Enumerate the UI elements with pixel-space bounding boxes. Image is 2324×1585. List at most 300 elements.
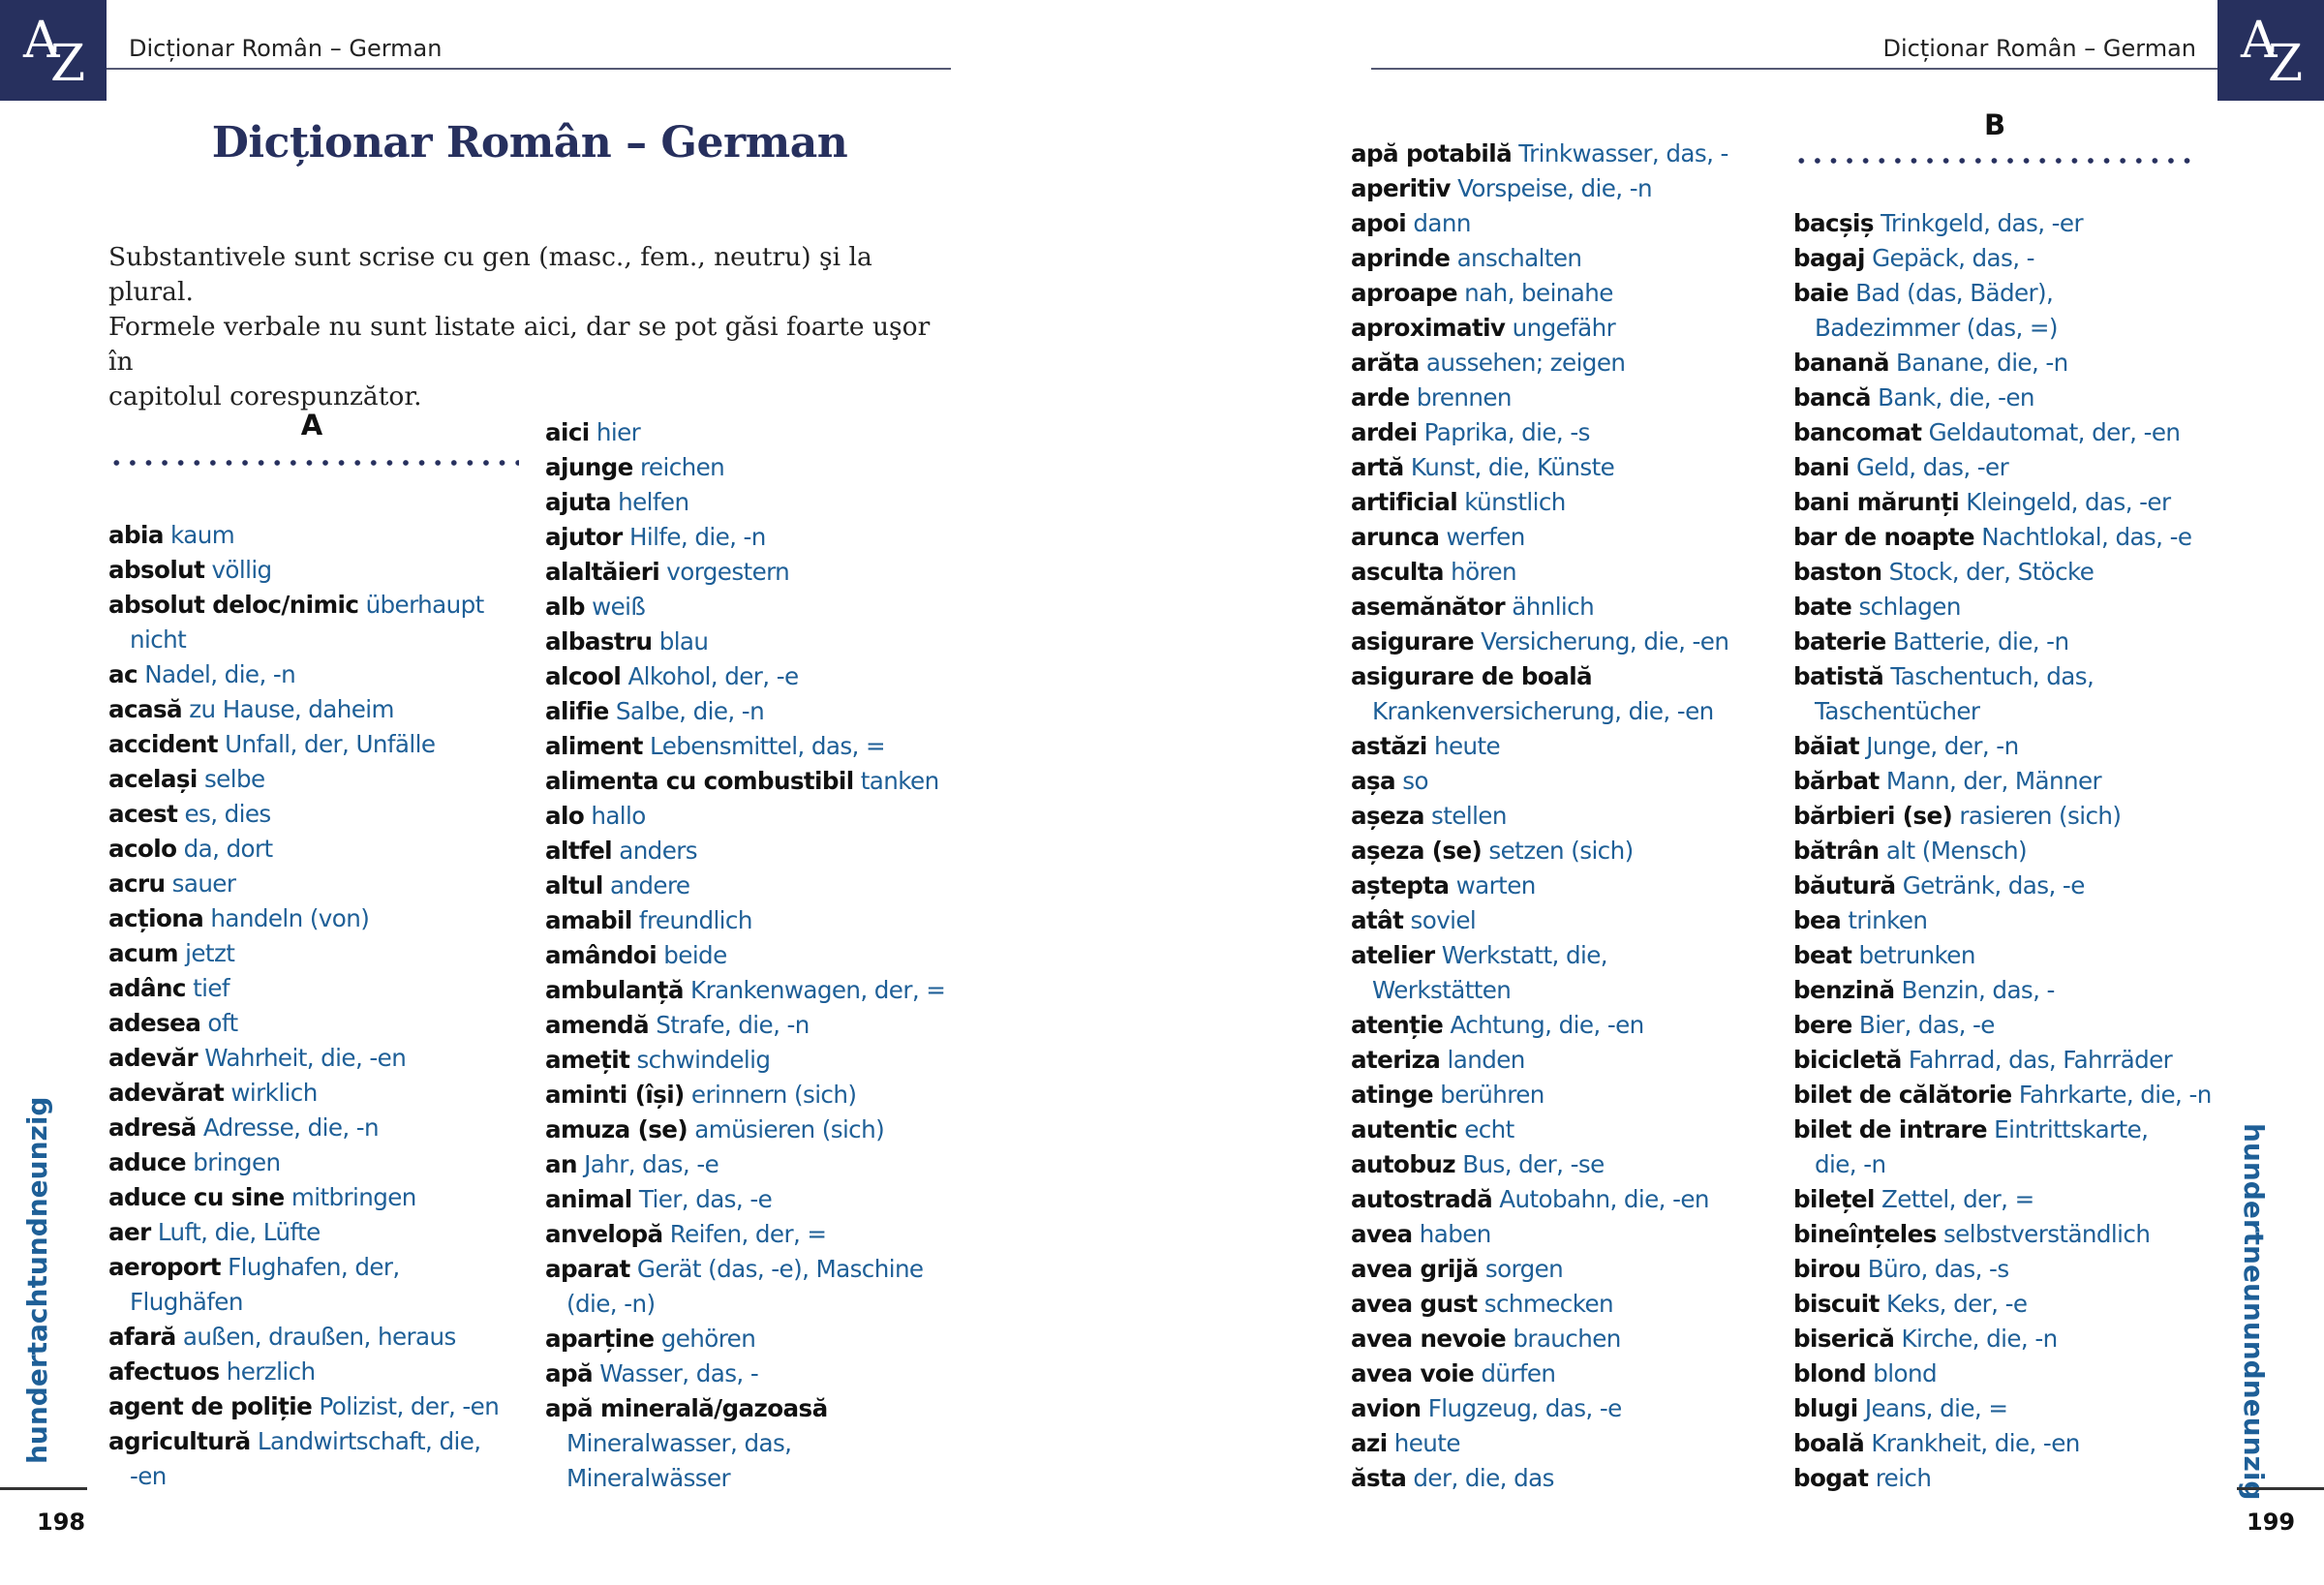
dictionary-entry bbox=[545, 973, 945, 1008]
dictionary-entry bbox=[1351, 903, 1728, 938]
dictionary-entry bbox=[1793, 625, 2212, 659]
romanian-term: alaltăieri bbox=[545, 558, 660, 586]
romanian-term: adesea bbox=[108, 1009, 201, 1037]
german-translation: Salbe, die, -n bbox=[615, 697, 765, 725]
romanian-term: ardei bbox=[1351, 418, 1418, 446]
romanian-term: așeza (se) bbox=[1351, 837, 1483, 865]
romanian-term: acolo bbox=[108, 835, 177, 863]
german-translation: nah, beinahe bbox=[1464, 279, 1613, 307]
german-translation: schlagen bbox=[1858, 593, 1961, 621]
dictionary-entry bbox=[108, 657, 499, 692]
romanian-term: anvelopă bbox=[545, 1220, 663, 1248]
dictionary-entry bbox=[545, 659, 945, 694]
dictionary-entry bbox=[1793, 1182, 2212, 1217]
dictionary-entry bbox=[1793, 834, 2212, 869]
german-translation: freundlich bbox=[638, 906, 752, 934]
dictionary-entry bbox=[108, 1041, 499, 1076]
german-translation-continued: Badezimmer (das, =) bbox=[1815, 314, 2058, 342]
german-translation: Werkstatt, die, bbox=[1441, 941, 1607, 969]
dictionary-entry bbox=[108, 1250, 499, 1285]
romanian-term: aprinde bbox=[1351, 244, 1451, 272]
romanian-term: acționa bbox=[108, 904, 204, 932]
german-translation: Tier, das, -e bbox=[638, 1185, 773, 1213]
dictionary-entry bbox=[545, 555, 945, 590]
german-translation: Batterie, die, -n bbox=[1892, 627, 2069, 655]
german-translation: Junge, der, -n bbox=[1866, 732, 2019, 760]
german-translation: Unfall, der, Unfälle bbox=[225, 730, 436, 758]
german-translation: brennen bbox=[1416, 383, 1512, 411]
logo-letter-z: Z bbox=[50, 35, 86, 93]
header-rule-right bbox=[1371, 68, 2217, 70]
german-translation: Kirche, die, -n bbox=[1901, 1325, 2058, 1353]
dictionary-entry bbox=[1351, 625, 1728, 659]
dictionary-entry bbox=[1793, 415, 2212, 450]
dictionary-entry bbox=[108, 832, 499, 867]
romanian-term: absolut bbox=[108, 556, 205, 584]
german-translation: hier bbox=[596, 418, 641, 446]
intro-line: Substantivele sunt scrise cu gen (masc., fem., neutru) şi la plural. bbox=[108, 242, 872, 307]
dictionary-entry bbox=[1351, 415, 1728, 450]
romanian-term: bineînțeles bbox=[1793, 1220, 1937, 1248]
romanian-term: bani bbox=[1793, 453, 1850, 481]
dictionary-entry bbox=[1793, 1426, 2212, 1461]
dictionary-entry bbox=[1351, 1217, 1728, 1252]
german-translation: weiß bbox=[592, 593, 646, 621]
german-translation: Keks, der, -e bbox=[1885, 1290, 2028, 1318]
romanian-term: atenție bbox=[1351, 1011, 1444, 1039]
german-translation: ungefähr bbox=[1512, 314, 1616, 342]
german-translation: Fahrrad, das, Fahrräder bbox=[1908, 1046, 2173, 1074]
german-translation: dürfen bbox=[1481, 1359, 1556, 1387]
dictionary-entry bbox=[545, 903, 945, 938]
az-logo-right bbox=[2217, 0, 2324, 101]
romanian-term: biscuit bbox=[1793, 1290, 1880, 1318]
dictionary-entry bbox=[108, 1320, 499, 1355]
german-translation: Zettel, der, = bbox=[1881, 1185, 2034, 1213]
romanian-term: băutură bbox=[1793, 871, 1896, 899]
german-translation: herzlich bbox=[226, 1357, 316, 1386]
dictionary-entry bbox=[1351, 1008, 1728, 1043]
dictionary-entry bbox=[1351, 834, 1728, 869]
german-translation: Mann, der, Männer bbox=[1885, 767, 2102, 795]
dictionary-entry bbox=[1351, 590, 1728, 625]
romanian-term: animal bbox=[545, 1185, 632, 1213]
side-rule-left bbox=[0, 1487, 87, 1490]
dictionary-entry bbox=[1793, 206, 2212, 241]
german-translation: es, dies bbox=[184, 800, 271, 828]
dictionary-entry bbox=[545, 1008, 945, 1043]
romanian-term: avea gust bbox=[1351, 1290, 1478, 1318]
german-translation: Bad (das, Bäder), bbox=[1855, 279, 2054, 307]
romanian-term: bagaj bbox=[1793, 244, 1865, 272]
dictionary-entry bbox=[1351, 1078, 1728, 1113]
dictionary-entry bbox=[1351, 799, 1728, 834]
german-translation: zu Hause, daheim bbox=[189, 695, 394, 723]
running-head-left: Dicționar Român – German bbox=[129, 35, 443, 62]
dictionary-entry bbox=[108, 1006, 499, 1041]
dictionary-entry bbox=[1351, 1356, 1728, 1391]
german-translation: landen bbox=[1447, 1046, 1525, 1074]
dictionary-entry bbox=[108, 1076, 499, 1111]
romanian-term: ambulanță bbox=[545, 976, 684, 1004]
german-translation: Jeans, die, = bbox=[1864, 1394, 2008, 1422]
dictionary-entry bbox=[1793, 485, 2212, 520]
romanian-term: albastru bbox=[545, 627, 653, 655]
dictionary-entry bbox=[1793, 381, 2212, 415]
romanian-term: acasă bbox=[108, 695, 183, 723]
romanian-term: băiat bbox=[1793, 732, 1859, 760]
romanian-term: apă potabilă bbox=[1351, 139, 1513, 168]
dictionary-entry bbox=[1351, 381, 1728, 415]
german-translation: echt bbox=[1464, 1115, 1514, 1143]
dictionary-entry bbox=[545, 485, 945, 520]
romanian-term: aperitiv bbox=[1351, 174, 1451, 202]
romanian-term: aminti (își) bbox=[545, 1081, 685, 1109]
romanian-term: avea voie bbox=[1351, 1359, 1475, 1387]
romanian-term: agricultură bbox=[108, 1427, 251, 1455]
side-label-left: hundertachtundneunzig bbox=[21, 1096, 53, 1464]
german-translation: reich bbox=[1875, 1464, 1932, 1492]
german-translation: Getränk, das, -e bbox=[1902, 871, 2085, 899]
page-number-right: 199 bbox=[2247, 1509, 2296, 1536]
german-translation: andere bbox=[609, 871, 690, 899]
side-rule-right bbox=[2237, 1487, 2324, 1490]
german-translation: so bbox=[1402, 767, 1428, 795]
german-translation: Krankenwagen, der, = bbox=[690, 976, 946, 1004]
dictionary-entry bbox=[1351, 1043, 1728, 1078]
dictionary-entry bbox=[1793, 1217, 2212, 1252]
dictionary-entry bbox=[1351, 137, 1728, 171]
german-translation: erinnern (sich) bbox=[690, 1081, 857, 1109]
dictionary-entry bbox=[1793, 520, 2212, 555]
page-number-left: 198 bbox=[37, 1509, 86, 1536]
romanian-term: alo bbox=[545, 802, 585, 830]
german-translation: warten bbox=[1455, 871, 1536, 899]
german-translation: Polizist, der, -en bbox=[319, 1392, 500, 1420]
romanian-term: asemănător bbox=[1351, 593, 1506, 621]
romanian-term: adânc bbox=[108, 974, 186, 1002]
german-translation: Flugzeug, das, -e bbox=[1427, 1394, 1622, 1422]
dictionary-entry bbox=[1793, 276, 2212, 311]
dictionary-entry bbox=[1351, 1391, 1728, 1426]
german-translation: Gerät (das, -e), Maschine bbox=[636, 1255, 924, 1283]
dictionary-entry bbox=[1351, 729, 1728, 764]
romanian-term: apoi bbox=[1351, 209, 1407, 237]
dictionary-entry bbox=[1351, 869, 1728, 903]
romanian-term: bătrân bbox=[1793, 837, 1880, 865]
german-translation-continued: (die, -n) bbox=[566, 1290, 656, 1318]
dictionary-entry bbox=[545, 450, 945, 485]
dotted-divider bbox=[1793, 158, 2196, 164]
german-translation: selbstverständlich bbox=[1942, 1220, 2151, 1248]
german-translation-continued: Werkstätten bbox=[1372, 976, 1512, 1004]
german-translation: Adresse, die, -n bbox=[202, 1113, 380, 1142]
romanian-term: avion bbox=[1351, 1394, 1422, 1422]
romanian-term: acest bbox=[108, 800, 178, 828]
romanian-term: același bbox=[108, 765, 198, 793]
romanian-term: ajutor bbox=[545, 523, 623, 551]
german-translation: reichen bbox=[639, 453, 725, 481]
dictionary-entry bbox=[108, 1389, 499, 1424]
german-translation: gehören bbox=[660, 1325, 756, 1353]
german-translation: Hilfe, die, -n bbox=[628, 523, 766, 551]
romanian-term: acru bbox=[108, 869, 166, 898]
dictionary-entry bbox=[545, 799, 945, 834]
romanian-term: azi bbox=[1351, 1429, 1388, 1457]
romanian-term: asculta bbox=[1351, 558, 1444, 586]
romanian-term: amuza (se) bbox=[545, 1115, 688, 1143]
dictionary-entry bbox=[1793, 729, 2212, 764]
romanian-term: artă bbox=[1351, 453, 1404, 481]
dictionary-entry bbox=[1351, 1113, 1728, 1147]
dictionary-entry bbox=[1793, 1008, 2212, 1043]
romanian-term: ăsta bbox=[1351, 1464, 1407, 1492]
romanian-term: bilețel bbox=[1793, 1185, 1875, 1213]
german-translation: Reifen, der, = bbox=[669, 1220, 827, 1248]
romanian-term: apă bbox=[545, 1359, 593, 1387]
dictionary-entry bbox=[1793, 1461, 2212, 1496]
german-translation: amüsieren (sich) bbox=[694, 1115, 885, 1143]
side-label-right: hundertneunundneunzig bbox=[2238, 1123, 2270, 1501]
german-translation: anders bbox=[619, 837, 697, 865]
german-translation: Büro, das, -s bbox=[1867, 1255, 2009, 1283]
german-translation: Taschentuch, das, bbox=[1890, 662, 2095, 690]
romanian-term: avea bbox=[1351, 1220, 1413, 1248]
romanian-term: benzină bbox=[1793, 976, 1895, 1004]
romanian-term: banană bbox=[1793, 349, 1889, 377]
romanian-term: astăzi bbox=[1351, 732, 1427, 760]
dictionary-entry bbox=[1793, 1113, 2212, 1147]
romanian-term: aștepta bbox=[1351, 871, 1450, 899]
dictionary-entry bbox=[1793, 1322, 2212, 1356]
german-translation: Eintrittskarte, bbox=[1994, 1115, 2149, 1143]
intro-text bbox=[108, 240, 961, 414]
romanian-term: absolut deloc/nimic bbox=[108, 591, 359, 619]
german-translation-continued: -en bbox=[130, 1462, 167, 1490]
intro-line: capitolul corespunzător. bbox=[108, 381, 422, 411]
german-translation: Nadel, die, -n bbox=[144, 660, 296, 688]
german-translation: völlig bbox=[211, 556, 272, 584]
romanian-term: avea nevoie bbox=[1351, 1325, 1507, 1353]
dictionary-entry bbox=[545, 834, 945, 869]
romanian-term: autostradă bbox=[1351, 1185, 1493, 1213]
dictionary-entry bbox=[108, 727, 499, 762]
german-translation: Paprika, die, -s bbox=[1423, 418, 1590, 446]
romanian-term: bacșiș bbox=[1793, 209, 1874, 237]
romanian-term: ateriza bbox=[1351, 1046, 1441, 1074]
german-translation: brauchen bbox=[1513, 1325, 1621, 1353]
romanian-term: alimenta cu combustibil bbox=[545, 767, 854, 795]
romanian-term: adevăr bbox=[108, 1044, 199, 1072]
dictionary-entry bbox=[108, 867, 499, 901]
romanian-term: an bbox=[545, 1150, 577, 1178]
german-translation-continued: die, -n bbox=[1815, 1150, 1886, 1178]
logo-letter-a: A bbox=[23, 12, 60, 70]
romanian-term: arăta bbox=[1351, 349, 1420, 377]
german-translation: oft bbox=[207, 1009, 238, 1037]
german-translation: ähnlich bbox=[1512, 593, 1595, 621]
german-translation: bringen bbox=[193, 1148, 281, 1176]
dictionary-entry bbox=[108, 1145, 499, 1180]
dictionary-column-1 bbox=[108, 518, 499, 1494]
romanian-term: batistă bbox=[1793, 662, 1884, 690]
dictionary-entry bbox=[1793, 799, 2212, 834]
dictionary-column-4 bbox=[1793, 206, 2212, 1496]
german-translation: schmecken bbox=[1483, 1290, 1614, 1318]
german-translation-continued: nicht bbox=[130, 625, 187, 654]
dictionary-entry bbox=[545, 729, 945, 764]
romanian-term: bicicletă bbox=[1793, 1046, 1902, 1074]
dictionary-entry bbox=[1793, 1287, 2212, 1322]
german-translation: tanken bbox=[860, 767, 939, 795]
page-title: Dicționar Român – German bbox=[211, 118, 848, 168]
german-translation: sorgen bbox=[1484, 1255, 1564, 1283]
romanian-term: beat bbox=[1793, 941, 1852, 969]
romanian-term: aparține bbox=[545, 1325, 655, 1353]
dictionary-entry bbox=[108, 553, 499, 588]
dictionary-entry bbox=[1351, 1182, 1728, 1217]
running-head-right: Dicționar Român – German bbox=[1882, 35, 2196, 62]
romanian-term: afectuos bbox=[108, 1357, 220, 1386]
dictionary-entry bbox=[108, 692, 499, 727]
romanian-term: așeza bbox=[1351, 802, 1424, 830]
dictionary-entry bbox=[1793, 659, 2212, 694]
dictionary-entry bbox=[545, 1147, 945, 1182]
german-translation: blond bbox=[1873, 1359, 1937, 1387]
romanian-term: blond bbox=[1793, 1359, 1867, 1387]
romanian-term: amețit bbox=[545, 1046, 630, 1074]
romanian-term: bărbat bbox=[1793, 767, 1880, 795]
romanian-term: bancă bbox=[1793, 383, 1871, 411]
german-translation: Wasser, das, - bbox=[599, 1359, 759, 1387]
dictionary-column-2 bbox=[545, 415, 945, 1496]
az-logo-left bbox=[0, 0, 107, 101]
dictionary-entry bbox=[545, 694, 945, 729]
dictionary-entry bbox=[1793, 241, 2212, 276]
german-translation: berühren bbox=[1440, 1081, 1544, 1109]
german-translation: Autobahn, die, -en bbox=[1499, 1185, 1709, 1213]
romanian-term: abia bbox=[108, 521, 164, 549]
header-rule-left bbox=[107, 68, 951, 70]
romanian-term: baston bbox=[1793, 558, 1882, 586]
german-translation: Geld, das, -er bbox=[1855, 453, 2009, 481]
german-translation: Wahrheit, die, -en bbox=[204, 1044, 407, 1072]
dictionary-entry bbox=[1351, 1252, 1728, 1287]
dictionary-entry bbox=[1351, 764, 1728, 799]
german-translation: anschalten bbox=[1456, 244, 1582, 272]
dictionary-entry bbox=[545, 938, 945, 973]
romanian-term: autentic bbox=[1351, 1115, 1458, 1143]
dictionary-entry bbox=[545, 1252, 945, 1287]
romanian-term: aparat bbox=[545, 1255, 630, 1283]
romanian-term: aduce bbox=[108, 1148, 186, 1176]
dictionary-entry bbox=[1351, 938, 1728, 973]
german-translation: künstlich bbox=[1464, 488, 1566, 516]
romanian-term: apă minerală/gazoasă bbox=[545, 1394, 828, 1422]
german-translation-continued: Taschentücher bbox=[1815, 697, 1980, 725]
german-translation: Fahrkarte, die, -n bbox=[2018, 1081, 2212, 1109]
german-translation: Lebensmittel, das, = bbox=[650, 732, 886, 760]
dictionary-entry bbox=[108, 797, 499, 832]
german-translation: Gepäck, das, - bbox=[1872, 244, 2034, 272]
dictionary-entry bbox=[545, 1322, 945, 1356]
dictionary-entry bbox=[1793, 1391, 2212, 1426]
german-translation: hallo bbox=[591, 802, 646, 830]
romanian-term: biserică bbox=[1793, 1325, 1895, 1353]
dictionary-entry bbox=[1793, 346, 2212, 381]
dictionary-entry bbox=[108, 1215, 499, 1250]
german-translation: Bus, der, -se bbox=[1462, 1150, 1605, 1178]
romanian-term: bancomat bbox=[1793, 418, 1922, 446]
romanian-term: aproape bbox=[1351, 279, 1457, 307]
german-translation: alt (Mensch) bbox=[1885, 837, 2028, 865]
romanian-term: agent de poliție bbox=[108, 1392, 313, 1420]
german-translation: dann bbox=[1413, 209, 1471, 237]
romanian-term: aliment bbox=[545, 732, 643, 760]
german-translation: soviel bbox=[1410, 906, 1477, 934]
romanian-term: alcool bbox=[545, 662, 622, 690]
german-translation: Stock, der, Stöcke bbox=[1888, 558, 2095, 586]
romanian-term: baie bbox=[1793, 279, 1849, 307]
german-translation: Alkohol, der, -e bbox=[627, 662, 799, 690]
romanian-term: bea bbox=[1793, 906, 1842, 934]
german-translation: der, die, das bbox=[1413, 1464, 1554, 1492]
section-heading-a: A bbox=[300, 409, 323, 442]
german-translation: werfen bbox=[1446, 523, 1525, 551]
romanian-term: aduce cu sine bbox=[108, 1183, 285, 1211]
romanian-term: afară bbox=[108, 1323, 176, 1351]
romanian-term: altul bbox=[545, 871, 603, 899]
dictionary-entry bbox=[1351, 450, 1728, 485]
german-translation: da, dort bbox=[183, 835, 273, 863]
romanian-term: alifie bbox=[545, 697, 609, 725]
german-translation: wirklich bbox=[230, 1079, 318, 1107]
dictionary-entry bbox=[108, 588, 499, 623]
section-heading-b: B bbox=[1983, 108, 2006, 141]
dictionary-entry bbox=[1351, 1287, 1728, 1322]
dotted-divider bbox=[108, 460, 519, 466]
dictionary-entry bbox=[1793, 1043, 2212, 1078]
german-translation: Strafe, die, -n bbox=[656, 1011, 810, 1039]
dictionary-entry bbox=[1351, 1147, 1728, 1182]
german-translation: außen, draußen, heraus bbox=[182, 1323, 456, 1351]
dictionary-entry bbox=[1351, 311, 1728, 346]
dictionary-entry bbox=[545, 625, 945, 659]
dictionary-entry bbox=[545, 1356, 945, 1391]
romanian-term: bilet de intrare bbox=[1793, 1115, 1987, 1143]
german-translation: heute bbox=[1393, 1429, 1460, 1457]
german-translation: blau bbox=[658, 627, 709, 655]
german-translation: trinken bbox=[1848, 906, 1928, 934]
dictionary-entry bbox=[545, 869, 945, 903]
romanian-term: asigurare bbox=[1351, 627, 1474, 655]
romanian-term: asigurare de boală bbox=[1351, 662, 1593, 690]
german-translation: Luft, die, Lüfte bbox=[157, 1218, 321, 1246]
dictionary-entry bbox=[1793, 590, 2212, 625]
german-translation: kaum bbox=[170, 521, 235, 549]
german-translation-continued: Mineralwasser, das, bbox=[566, 1429, 792, 1457]
dictionary-entry bbox=[1793, 1252, 2212, 1287]
german-translation: rasieren (sich) bbox=[1959, 802, 2122, 830]
dictionary-entry bbox=[1351, 485, 1728, 520]
romanian-term: aici bbox=[545, 418, 590, 446]
dictionary-entry bbox=[1793, 973, 2212, 1008]
dictionary-entry bbox=[108, 1424, 499, 1459]
german-translation: Jahr, das, -e bbox=[584, 1150, 719, 1178]
dictionary-entry bbox=[108, 1111, 499, 1145]
romanian-term: aproximativ bbox=[1351, 314, 1506, 342]
german-translation: überhaupt bbox=[365, 591, 484, 619]
